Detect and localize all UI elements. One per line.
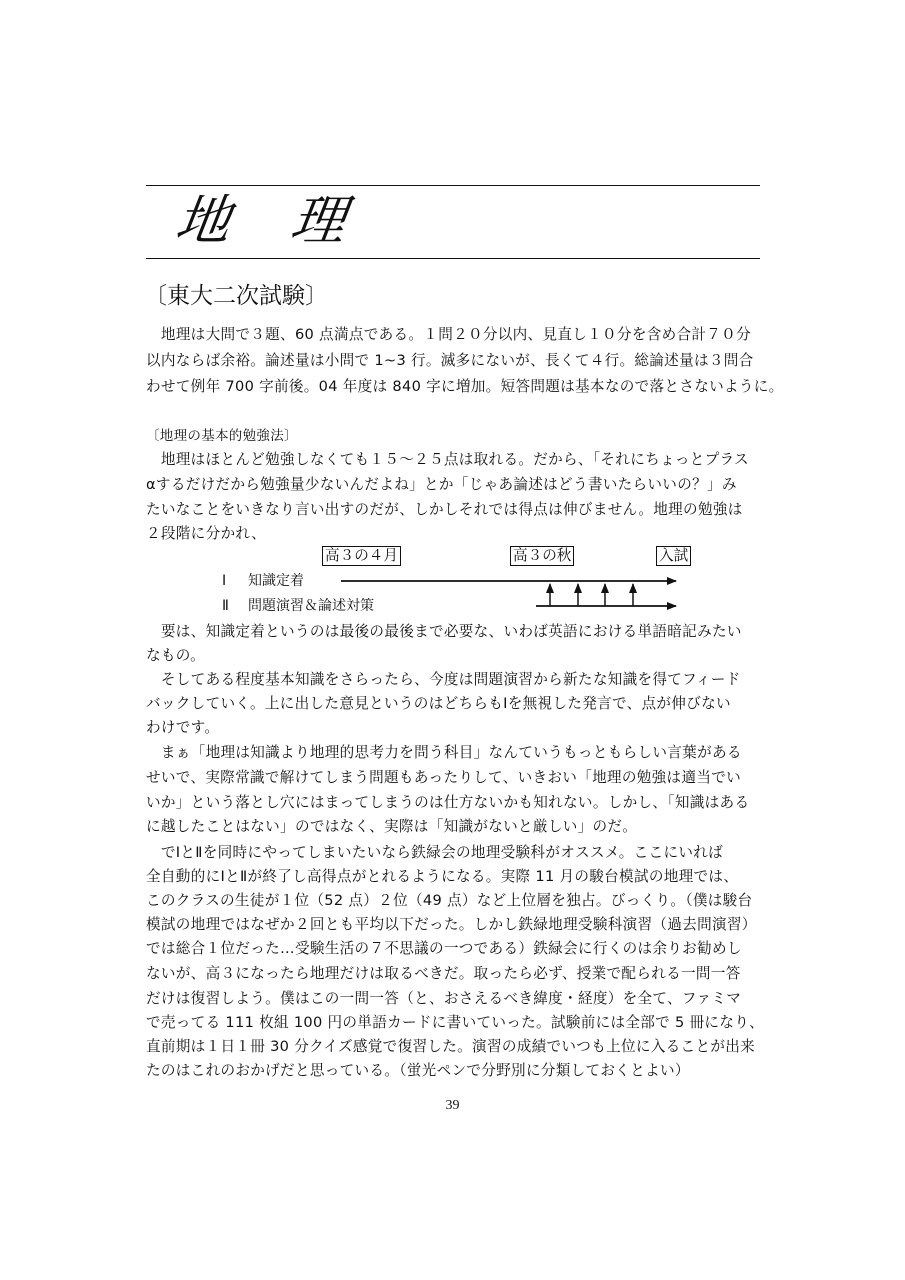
text-line: せいで、実際常識で解けてしまう問題もあったりして、いきおい「地理の勉強は適当でい bbox=[146, 769, 742, 786]
text-line: 地理はほとんど勉強しなくても１５～２５点は取れる。だから、「それにちょっとプラス bbox=[146, 451, 749, 468]
study-timeline-diagram bbox=[200, 540, 700, 620]
text-line: 要は、知識定着というのは最後の最後まで必要な、いわば英語における単語暗記みたい bbox=[146, 623, 742, 640]
text-line: 地理は大問で３題、60 点満点である。１問２０分以内、見直し１０分を含め合計７０分 bbox=[146, 326, 751, 343]
page-title: 地 理 bbox=[171, 189, 372, 252]
text-line: αするだけだから勉強量少ないんだよね」とか「じゃあ論述はどう書いたらいいの？」み bbox=[146, 476, 737, 493]
text-line: そしてある程度基本知識をさらったら、今度は問題演習から新たな知識を得てフィード bbox=[146, 671, 741, 688]
text-line: まぁ「地理は知識より地理的思考力を問う科目」なんていうもっともらしい言葉がある bbox=[146, 744, 742, 761]
text-line: 全自動的にⅠとⅡが終了し高得点がとれるようになる。実際 11 月の駿台模試の地理では、 bbox=[146, 868, 739, 885]
text-line: 以内ならば余裕。論述量は小問で 1~3 行。滅多にないが、長くて４行。総論述量は３問合 bbox=[146, 352, 754, 369]
text-line: わせて例年 700 字前後。04 年度は 840 字に増加。短答問題は基本なので落とさないように。 bbox=[146, 378, 784, 395]
title-bottom-rule bbox=[146, 258, 760, 259]
text-line: なもの。 bbox=[146, 647, 205, 664]
timeline-arrows bbox=[200, 540, 700, 620]
title-top-rule bbox=[146, 185, 760, 186]
milestone-label: 高３の秋 bbox=[510, 546, 574, 566]
text-line: ないが、高３になったら地理だけは取るべきだ。取ったら必ず、授業で配られる一問一答 bbox=[146, 965, 741, 982]
text-line: でⅠとⅡを同時にやってしまいたいなら鉄緑会の地理受験科がオススメ。ここにいれば bbox=[146, 844, 724, 861]
row-numeral: Ⅱ bbox=[222, 598, 229, 614]
milestone-label: 高３の４月 bbox=[322, 546, 401, 566]
text-line: で売ってる 111 枚組 100 円の単語カードに書いていった。試験前には全部で 5 冊になり、 bbox=[146, 1014, 765, 1031]
text-line: では総合１位だった…受験生活の７不思議の一つである）鉄緑会に行くのは余りお勧めし bbox=[146, 940, 742, 957]
text-line: 直前期は１日１冊 30 分クイズ感覚で復習した。演習の成績でいつも上位に入ることが出来 bbox=[146, 1038, 756, 1055]
text-line: バックしていく。上に出した意見というのはどちらもⅠを無視した発言で、点が伸びない bbox=[146, 695, 731, 712]
text-line: だけは復習しよう。僕はこの一問一答（と、おさえるべき緯度・経度）を全て、ファミマ bbox=[146, 990, 742, 1007]
text-line: わけです。 bbox=[146, 719, 220, 736]
subsection-heading: 〔地理の基本的勉強法〕 bbox=[146, 428, 298, 444]
milestone-label: 入試 bbox=[656, 546, 691, 566]
row-numeral: Ⅰ bbox=[222, 573, 227, 589]
text-line: ２段階に分かれ、 bbox=[146, 525, 267, 542]
row-label: 知識定着 bbox=[248, 573, 304, 589]
text-line: に越したことはない」のではなく、実際は「知識がないと厳しい」のだ。 bbox=[146, 818, 638, 835]
row-label: 問題演習＆論述対策 bbox=[248, 598, 374, 614]
section-heading: 〔東大二次試験〕 bbox=[144, 283, 328, 309]
text-line: このクラスの生徒が１位（52 点）２位（49 点）など上位層を独占。びっくり。（僕は駿台 bbox=[146, 892, 753, 909]
text-line: たいなことをいきなり言い出すのだが、しかしそれでは得点は伸びません。地理の勉強は bbox=[146, 501, 743, 518]
text-line: いか」という落とし穴にはまってしまうのは仕方ないかも知れない。しかし、「知識はある bbox=[146, 794, 750, 811]
text-line: たのはこれのおかげだと思っている。（蛍光ペンで分野別に分類しておくとよい） bbox=[146, 1062, 690, 1079]
page-number: 39 bbox=[445, 1098, 460, 1113]
text-line: 模試の地理ではなぜか２回とも平均以下だった。しかし鉄緑地理受験科演習（過去問演習） bbox=[146, 916, 757, 933]
